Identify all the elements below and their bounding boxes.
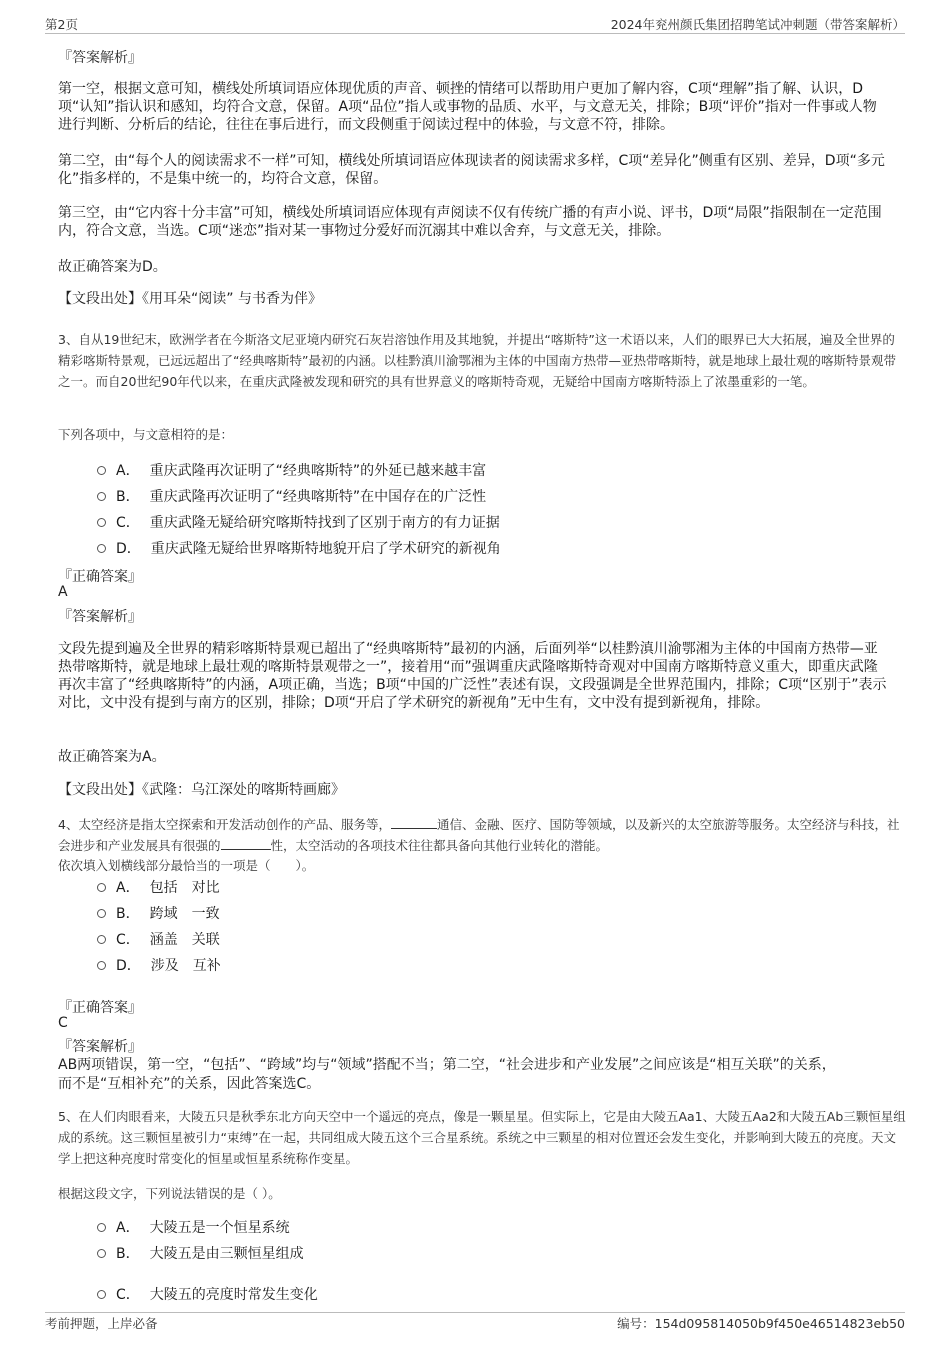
q3-conclusion: 故正确答案为A。 (58, 749, 166, 765)
q5-prompt: 根据这段文字，下列说法错误的是（ ）。 (58, 1186, 281, 1201)
q4-prompt: 依次填入划横线部分最恰当的一项是（ ）。 (58, 858, 315, 873)
q2-analysis-paragraph-2: 第二空，由“每个人的阅读需求不一样”可知，横线处所填词语应体现读者的阅读需求多样，C项“差异化”侧重有区别、差异，D项“多元化”指多样的，不是集中统一的，均符合文意，保留。 (58, 153, 885, 187)
q5-option-c-letter: C． (116, 1287, 140, 1303)
q3-analysis-label: 『答案解析』 (58, 609, 142, 625)
document-title: 2024年兖州颜氏集团招聘笔试冲刺题（带答案解析） (610, 17, 905, 32)
q5-option-b-text: 大陵五是由三颗恒星组成 (149, 1246, 304, 1262)
q5-option-b-letter: B． (116, 1246, 140, 1262)
q4-analysis-line-1: AB两项错误，第一空，“包括”、“跨域”均与“领域”搭配不当；第二空，“社会进步和产业发展”之间应该是“相互关联”的关系， (58, 1057, 836, 1073)
q4-answer-label: 『正确答案』 (58, 1000, 142, 1016)
q3-option-b-letter: B． (116, 489, 140, 505)
q4-blank-2 (221, 837, 271, 850)
q4-option-c-text: 涵盖 关联 (149, 932, 220, 948)
q5-option-c[interactable] (97, 1284, 318, 1304)
q3-option-a-text: 重庆武隆再次证明了“经典喀斯特”的外延已越来越丰富 (149, 463, 487, 479)
q4-answer: C (58, 1015, 68, 1031)
q5-option-a-letter: A． (116, 1220, 140, 1236)
q4-analysis-line-2: 而不是“互相补充”的关系，因此答案选C。 (58, 1076, 321, 1092)
q4-option-d-text: 涉及 互补 (150, 958, 221, 974)
q3-answer-label: 『正确答案』 (58, 569, 142, 585)
q4-question-text (58, 814, 906, 856)
footer-slogan: 考前押题，上岸必备 (45, 1316, 158, 1331)
q5-question-text: 5、在人们肉眼看来，大陵五只是秋季东北方向天空中一个遥远的亮点，像是一颗星星。但实际上，它是由大陵五Aa1、大陵五Aa2和大陵五Ab三颗恒星组成的系统。这三颗恒星被引力“束缚”在一起，共同组成大陵五这个三合星系统。系统之中三颗星的相对位置还会发生变化，并影响到大陵五的亮度。天文学上把这种亮度时常变化的恒星或恒星系统称作变星。 (58, 1109, 906, 1166)
q4-option-c-letter: C． (116, 932, 140, 948)
radio-icon[interactable] (97, 935, 106, 944)
q4-option-b[interactable] (97, 903, 220, 923)
q4-option-d[interactable] (97, 955, 221, 975)
q4-analysis-label: 『答案解析』 (58, 1039, 142, 1055)
radio-icon[interactable] (97, 492, 106, 501)
header-divider (45, 33, 905, 34)
q4-option-a[interactable] (97, 877, 220, 897)
q5-option-a[interactable] (97, 1217, 290, 1237)
radio-icon[interactable] (97, 883, 106, 892)
q3-option-a[interactable] (97, 460, 486, 480)
q4-text-part-1: 4、太空经济是指太空探索和开发活动创作的产品、服务等， (58, 817, 391, 832)
q2-analysis-paragraph-1: 第一空，根据文意可知，横线处所填词语应体现优质的声音、顿挫的情绪可以帮助用户更加了解内容，C项“理解”指了解、认识，D项“认知”指认识和感知，均符合文意，保留。A项“品位”指人或事物的品质、水平，与文意无关，排除；B项“评价”指对一件事或人物进行判断、分析后的结论，往往在事后进行，而文段侧重于阅读过程中的体验，与文意不符，排除。 (58, 81, 877, 133)
radio-icon[interactable] (97, 909, 106, 918)
q4-blank-1 (391, 816, 437, 829)
q4-option-b-text: 跨域 一致 (149, 906, 220, 922)
radio-icon[interactable] (97, 1290, 106, 1299)
q3-analysis: 文段先提到遍及全世界的精彩喀斯特景观已超出了“经典喀斯特”最初的内涵，后面列举“以桂黔滇川渝鄂湘为主体的中国南方热带—亚热带喀斯特，就是地球上最壮观的喀斯特景观带之一”，接着用“而”强调重庆武隆喀斯特奇观对中国南方喀斯特意义重大，即重庆武隆再次丰富了“经典喀斯特”的内涵，A项正确，当选；B项“中国的广泛性”表述有误，文段强调是全世界范围内，排除；C项“区别于”表示对比，文中没有提到与南方的区别，排除；D项“开启了学术研究的新视角”无中生有，文中没有提到新视角，排除。 (58, 641, 887, 711)
q3-option-c[interactable] (97, 512, 500, 532)
q4-option-d-letter: D． (116, 958, 141, 974)
q4-option-a-letter: A． (116, 880, 140, 896)
q3-prompt: 下列各项中，与文意相符的是： (58, 427, 234, 442)
q5-option-b[interactable] (97, 1243, 304, 1263)
q5-option-c-text: 大陵五的亮度时常发生变化 (149, 1287, 318, 1303)
q3-option-b[interactable] (97, 486, 486, 506)
q3-question-text: 3、自从19世纪末，欧洲学者在今斯洛文尼亚境内研究石灰岩溶蚀作用及其地貌，并提出“喀斯特”这一术语以来，人们的眼界已大大拓展，遍及全世界的精彩喀斯特景观，已远远超出了“经典喀斯特”最初的内涵。以桂黔滇川渝鄂湘为主体的中国南方热带—亚热带喀斯特，就是地球上最壮观的喀斯特景观带之一。而自20世纪90年代以来，在重庆武隆被发现和研究的具有世界意义的喀斯特奇观，无疑给中国南方喀斯特添上了浓墨重彩的一笔。 (58, 332, 896, 389)
radio-icon[interactable] (97, 961, 106, 970)
q2-conclusion: 故正确答案为D。 (58, 259, 167, 275)
q4-option-a-text: 包括 对比 (149, 880, 220, 896)
radio-icon[interactable] (97, 466, 106, 475)
q2-source: 【文段出处】《用耳朵“阅读” 与书香为伴》 (58, 291, 322, 307)
q3-option-c-letter: C． (116, 515, 140, 531)
q3-option-d[interactable] (97, 538, 501, 558)
radio-icon[interactable] (97, 1249, 106, 1258)
footer-code (617, 1314, 905, 1332)
q3-option-d-letter: D． (116, 541, 141, 557)
q4-text-part-3: 性，太空活动的各项技术往往都具备向其他行业转化的潜能。 (270, 838, 609, 853)
q4-option-c[interactable] (97, 929, 220, 949)
q3-option-d-text: 重庆武隆无疑给世界喀斯特地貌开启了学术研究的新视角 (150, 541, 501, 557)
footer-divider (45, 1312, 905, 1313)
q3-option-b-text: 重庆武隆再次证明了“经典喀斯特”在中国存在的广泛性 (149, 489, 487, 505)
q2-analysis-label: 『答案解析』 (58, 50, 142, 66)
q3-source: 【文段出处】《武隆：乌江深处的喀斯特画廊》 (58, 782, 345, 798)
q4-text-part-2: 通信、金融、医疗、国防等领域，以及新兴的太空旅游等服务。太空经济与科技，社会进步和产业发展具有很强的 (58, 817, 900, 853)
q4-option-b-letter: B． (116, 906, 140, 922)
footer-code-label: 编号： (617, 1316, 655, 1331)
radio-icon[interactable] (97, 544, 106, 553)
q3-option-c-text: 重庆武隆无疑给研究喀斯特找到了区别于南方的有力证据 (149, 515, 500, 531)
q3-answer: A (58, 584, 68, 600)
footer-code-value: 154d095814050b9f450e46514823eb50 (654, 1316, 905, 1331)
radio-icon[interactable] (97, 1223, 106, 1232)
radio-icon[interactable] (97, 518, 106, 527)
q3-option-a-letter: A． (116, 463, 140, 479)
q5-option-a-text: 大陵五是一个恒星系统 (149, 1220, 290, 1236)
page-number: 第2页 (45, 17, 78, 32)
q2-analysis-paragraph-3: 第三空，由“它内容十分丰富”可知，横线处所填词语应体现有声阅读不仅有传统广播的有声小说、评书，D项“局限”指限制在一定范围内，符合文意，当选。C项“迷恋”指对某一事物过分爱好而沉溺其中难以舍弃，与文意无关，排除。 (58, 205, 882, 239)
